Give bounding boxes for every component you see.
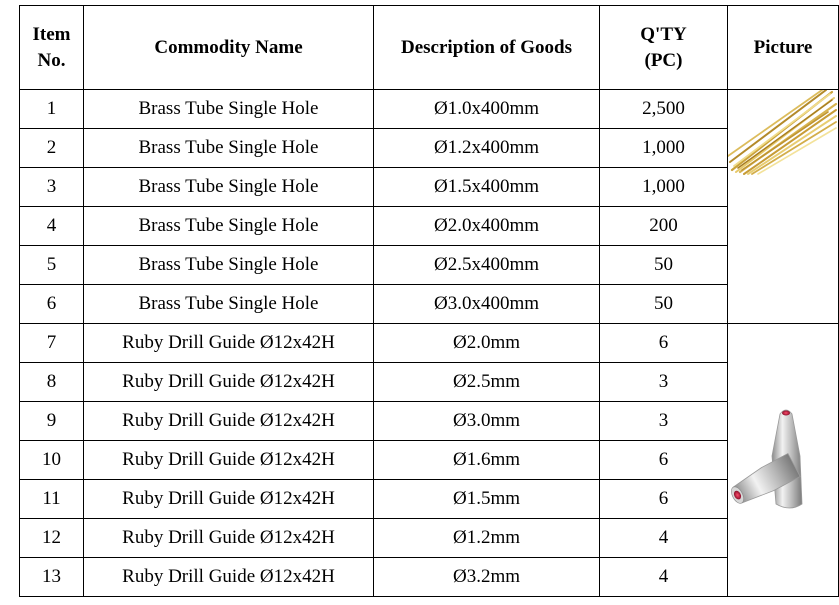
table-row bbox=[20, 207, 839, 246]
header-item-no bbox=[20, 6, 84, 90]
header-item-line2: No. bbox=[37, 49, 66, 71]
header-picture: Picture bbox=[728, 6, 839, 90]
cell-name: Ruby Drill Guide Ø12x42H bbox=[84, 363, 374, 402]
table-row bbox=[20, 168, 839, 207]
cell-description: Ø2.0mm bbox=[374, 324, 600, 363]
cell-description: Ø1.2mm bbox=[374, 519, 600, 558]
cell-item: 11 bbox=[20, 480, 84, 519]
cell-qty: 6 bbox=[600, 480, 728, 519]
cell-qty: 3 bbox=[600, 402, 728, 441]
cell-name: Ruby Drill Guide Ø12x42H bbox=[84, 402, 374, 441]
cell-qty: 4 bbox=[600, 519, 728, 558]
table-row bbox=[20, 441, 839, 480]
cell-item: 6 bbox=[20, 285, 84, 324]
cell-name: Brass Tube Single Hole bbox=[84, 285, 374, 324]
cell-description: Ø1.0x400mm bbox=[374, 90, 600, 129]
cell-qty: 200 bbox=[600, 207, 728, 246]
cell-item: 13 bbox=[20, 558, 84, 597]
cell-name: Brass Tube Single Hole bbox=[84, 207, 374, 246]
cell-qty: 6 bbox=[600, 441, 728, 480]
header-item-line1: Item bbox=[32, 23, 71, 45]
picture-cell-brass bbox=[728, 90, 839, 324]
cell-qty: 3 bbox=[600, 363, 728, 402]
cell-description: Ø1.5mm bbox=[374, 480, 600, 519]
cell-qty: 50 bbox=[600, 285, 728, 324]
cell-item: 7 bbox=[20, 324, 84, 363]
cell-description: Ø3.2mm bbox=[374, 558, 600, 597]
cell-item: 5 bbox=[20, 246, 84, 285]
cell-name: Brass Tube Single Hole bbox=[84, 246, 374, 285]
cell-description: Ø1.5x400mm bbox=[374, 168, 600, 207]
cell-description: Ø2.5mm bbox=[374, 363, 600, 402]
cell-description: Ø3.0mm bbox=[374, 402, 600, 441]
cell-name: Brass Tube Single Hole bbox=[84, 90, 374, 129]
cell-name: Ruby Drill Guide Ø12x42H bbox=[84, 558, 374, 597]
brass-tubes-photo bbox=[728, 90, 838, 176]
header-row bbox=[20, 6, 839, 90]
header-description: Description of Goods bbox=[374, 6, 600, 90]
cell-name: Ruby Drill Guide Ø12x42H bbox=[84, 480, 374, 519]
ruby-drill-guide-photo bbox=[728, 400, 838, 520]
table-row bbox=[20, 324, 839, 363]
cell-description: Ø3.0x400mm bbox=[374, 285, 600, 324]
cell-item: 12 bbox=[20, 519, 84, 558]
picture-cell-ruby bbox=[728, 324, 839, 597]
table-row bbox=[20, 90, 839, 129]
table-row bbox=[20, 402, 839, 441]
table-row bbox=[20, 363, 839, 402]
cell-item: 3 bbox=[20, 168, 84, 207]
cell-item: 10 bbox=[20, 441, 84, 480]
header-qty bbox=[600, 6, 728, 90]
table-row bbox=[20, 129, 839, 168]
table-row bbox=[20, 285, 839, 324]
table-row bbox=[20, 480, 839, 519]
cell-description: Ø2.0x400mm bbox=[374, 207, 600, 246]
cell-description: Ø2.5x400mm bbox=[374, 246, 600, 285]
cell-name: Ruby Drill Guide Ø12x42H bbox=[84, 441, 374, 480]
cell-name: Ruby Drill Guide Ø12x42H bbox=[84, 324, 374, 363]
cell-qty: 1,000 bbox=[600, 168, 728, 207]
cell-name: Ruby Drill Guide Ø12x42H bbox=[84, 519, 374, 558]
cell-item: 8 bbox=[20, 363, 84, 402]
cell-item: 9 bbox=[20, 402, 84, 441]
cell-qty: 6 bbox=[600, 324, 728, 363]
cell-qty: 2,500 bbox=[600, 90, 728, 129]
cell-name: Brass Tube Single Hole bbox=[84, 168, 374, 207]
cell-name: Brass Tube Single Hole bbox=[84, 129, 374, 168]
cell-item: 1 bbox=[20, 90, 84, 129]
cell-qty: 1,000 bbox=[600, 129, 728, 168]
cell-item: 4 bbox=[20, 207, 84, 246]
goods-table bbox=[19, 5, 839, 597]
header-qty-line2: (PC) bbox=[644, 49, 683, 71]
cell-qty: 4 bbox=[600, 558, 728, 597]
table-row bbox=[20, 519, 839, 558]
table-row bbox=[20, 246, 839, 285]
header-commodity-name: Commodity Name bbox=[84, 6, 374, 90]
table-row bbox=[20, 558, 839, 597]
cell-description: Ø1.6mm bbox=[374, 441, 600, 480]
cell-qty: 50 bbox=[600, 246, 728, 285]
header-qty-line1: Q'TY bbox=[640, 23, 687, 45]
cell-item: 2 bbox=[20, 129, 84, 168]
cell-description: Ø1.2x400mm bbox=[374, 129, 600, 168]
